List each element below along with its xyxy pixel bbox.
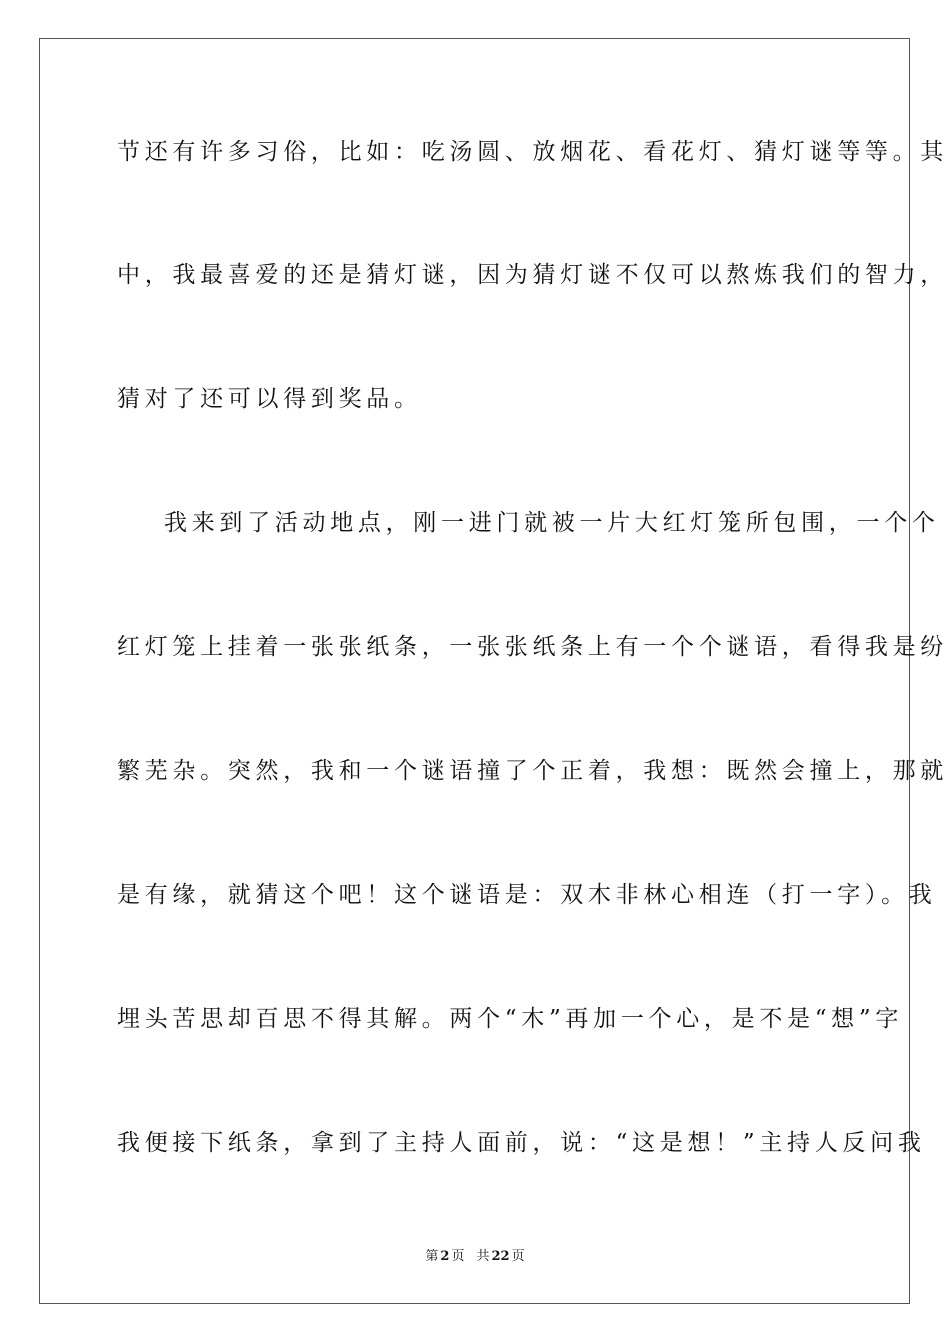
text-line-4: 我来到了活动地点，刚一进门就被一片大红灯笼所包围，一个个: [164, 510, 940, 536]
page-frame: [39, 38, 948, 1304]
text-line-7: 是有缘，就猜这个吧！这个谜语是：双木非林心相连（打一字）。我: [117, 882, 937, 908]
total-suffix: 页: [511, 1249, 525, 1264]
total-pages: 22: [491, 1249, 510, 1264]
text-line-2: 中，我最喜爱的还是猜灯谜，因为猜灯谜不仅可以熬炼我们的智力，: [117, 262, 948, 288]
text-line-5: 红灯笼上挂着一张张纸条，一张张纸条上有一个个谜语，看得我是纷: [117, 634, 948, 660]
text-line-6: 繁芜杂。突然，我和一个谜语撞了个正着，我想：既然会撞上，那就: [117, 758, 948, 784]
total-prefix: 共: [476, 1249, 490, 1264]
page-suffix: 页: [451, 1249, 465, 1264]
page-number: 2: [440, 1249, 450, 1264]
page-prefix: 第: [425, 1249, 439, 1264]
text-line-9: 我便接下纸条，拿到了主持人面前，说：“这是想！”主持人反问我: [117, 1130, 926, 1156]
text-line-1: 节还有许多习俗，比如：吃汤圆、放烟花、看花灯、猜灯谜等等。其: [117, 139, 948, 165]
page-footer: [0, 1248, 950, 1266]
text-line-8: 埋头苦思却百思不得其解。两个“木”再加一个心，是不是“想”字: [117, 1006, 904, 1032]
text-line-3: 猜对了还可以得到奖品。: [117, 386, 422, 412]
